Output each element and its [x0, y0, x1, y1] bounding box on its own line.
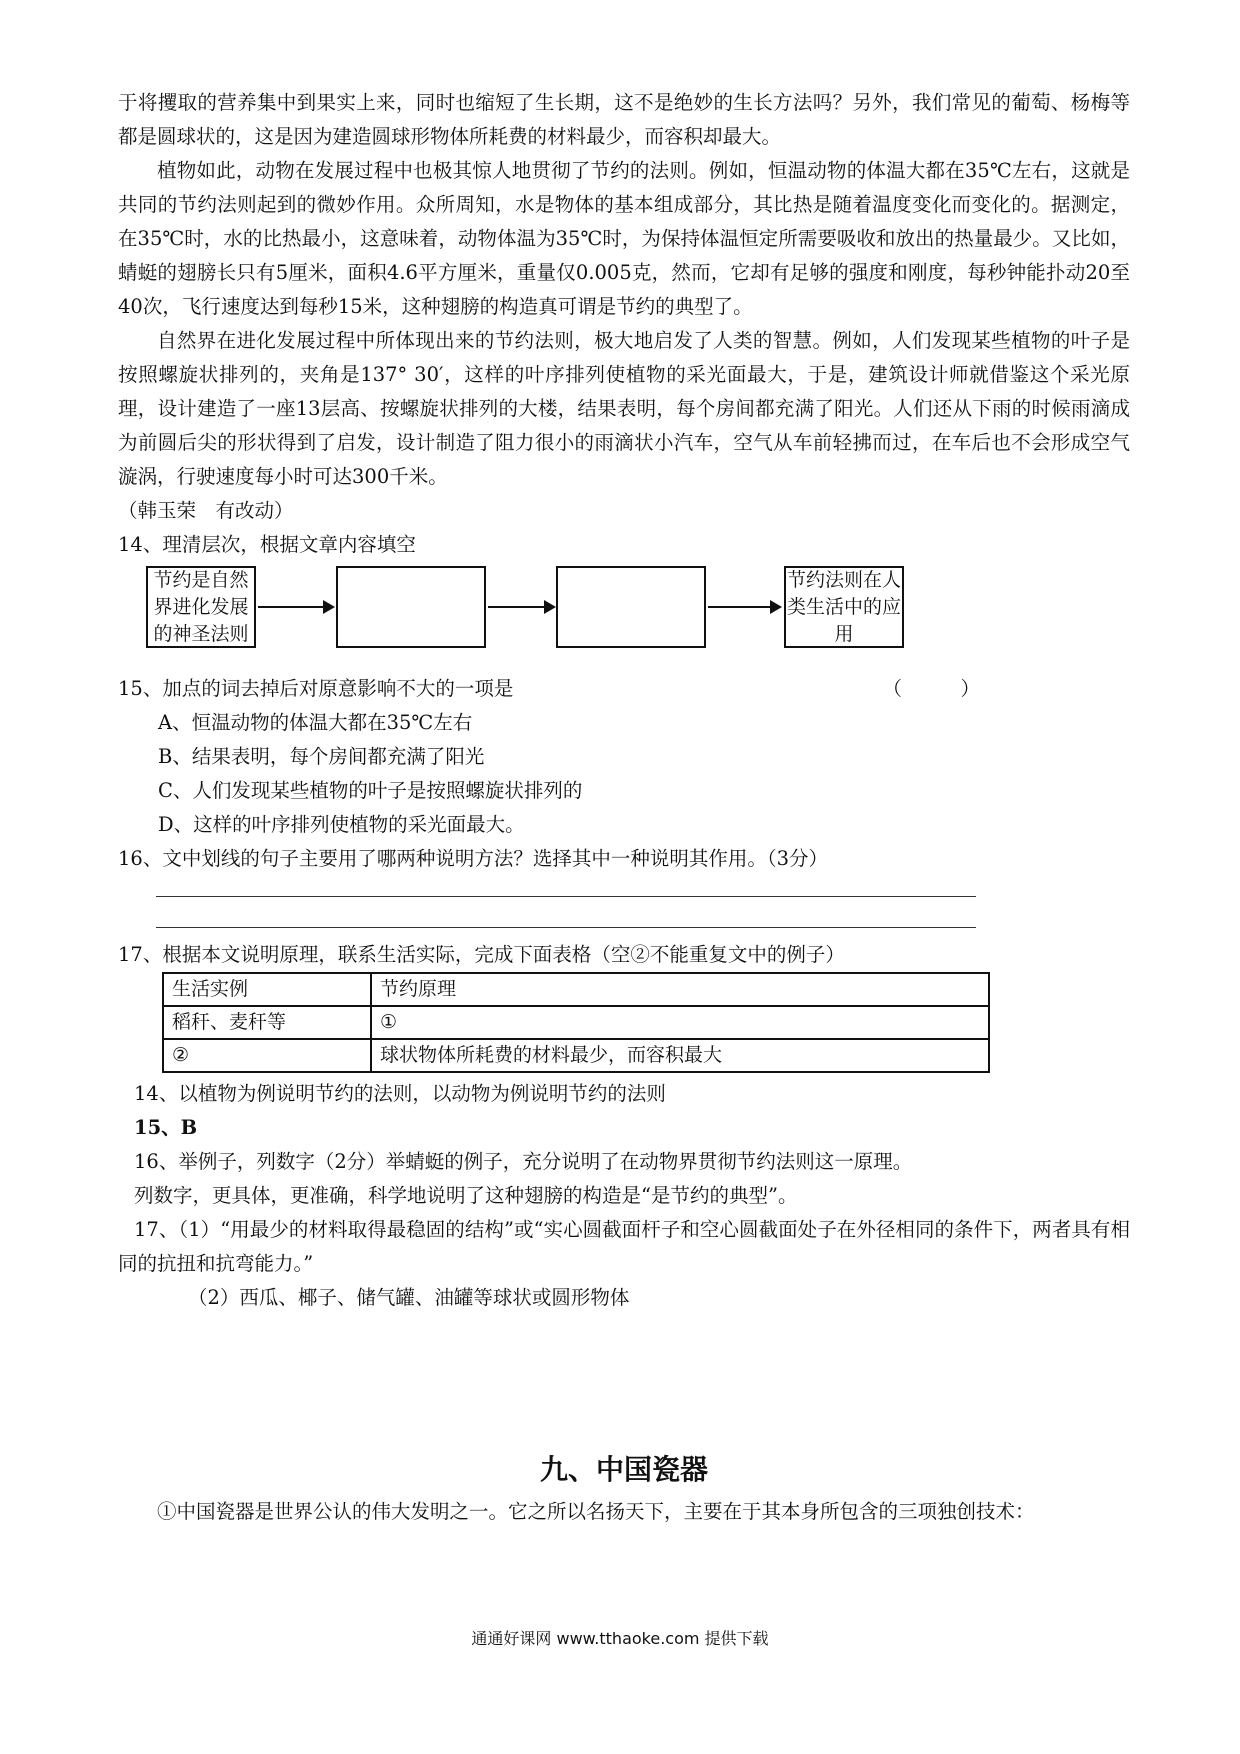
answer-16-continued: 列数字，更具体，更准确，科学地说明了这种翅膀的构造是“是节约的典型”。 [134, 1184, 798, 1207]
flow-box-1 [146, 566, 256, 648]
option-d: D、这样的叶序排列使植物的采光面最大。 [158, 813, 525, 836]
table-row [163, 1006, 989, 1039]
section-paragraph: ①中国瓷器是世界公认的伟大发明之一。它之所以名扬天下，主要在于其本身所包含的三项独创技术： [157, 1500, 1035, 1523]
paragraph-2: 植物如此，动物在发展过程中也极其惊人地贯彻了节约的法则。例如，恒温动物的体温大都在35℃左右，这就是共同的节约法则起到的微妙作用。众所周知，水是物体的基本组成部分，其比热是随着温度变化而变化的。据测定，在35℃时，水的比热最小，这意味着，动物体温为35℃时，为保持体温恒定所需要吸收和放出的热量最少。又比如，蜻蜓的翅膀长只有5厘米，面积4.6平方厘米，重量仅0.005克，然而，它却有足够的强度和刚度，每秒钟能扑动20至40次，飞行速度达到每秒15米，这种翅膀的构造真可谓是节约的典型了。 [118, 159, 1130, 318]
option-a: A、恒温动物的体温大都在35℃左右 [158, 711, 473, 734]
paragraph-3: 自然界在进化发展过程中所体现出来的节约法则，极大地启发了人类的智慧。例如，人们发现某些植物的叶子是按照螺旋状排列的，夹角是137° 30′，这样的叶序排列使植物的采光面最大，于是，建筑设计师就借鉴这个采光原理，设计建造了一座13层高、按螺旋状排列的大楼，结果表明，每个房间都充满了阳光。人们还从下雨的时候雨滴成为前圆后尖的形状得到了启发，设计制造了阻力很小的雨滴状小汽车，空气从车前轻拂而过，在车后也不会形成空气漩涡，行驶速度每小时可达300千米。 [118, 329, 1130, 488]
article-body [118, 86, 1130, 1529]
option-b: B、结果表明，每个房间都充满了阳光 [158, 745, 485, 768]
flow-box-3-blank[interactable] [556, 566, 706, 648]
source-note: （韩玉荣 有改动） [118, 499, 294, 522]
option-c: C、人们发现某些植物的叶子是按照螺旋状排列的 [158, 779, 583, 802]
answer-paren: （ ） [882, 677, 980, 700]
flow-box-4 [784, 566, 904, 648]
arrow-2 [488, 606, 554, 608]
table-cell: 球状物体所耗费的材料最少，而容积最大 [371, 1039, 989, 1072]
table-header: 节约原理 [371, 973, 989, 1006]
question-17: 17、根据本文说明原理，联系生活实际，完成下面表格（空②不能重复文中的例子） [118, 943, 845, 966]
answer-16: 16、举例子，列数字（2分）举蜻蜓的例子，充分说明了在动物界贯彻节约法则这一原理。 [134, 1150, 913, 1173]
arrow-1 [258, 606, 333, 608]
table-cell: 稻秆、麦秆等 [163, 1006, 371, 1039]
table-row [163, 1039, 989, 1072]
question-14: 14、理清层次，根据文章内容填空 [118, 533, 416, 556]
structure-flowchart [118, 566, 1130, 666]
flow-box-4-text: 节约法则在人类生活中的应用 [786, 568, 901, 645]
answer-14: 14、以植物为例说明节约的法则，以动物为例说明节约的法则 [134, 1082, 666, 1105]
footer: 通通好课网 www.tthaoke.com 提供下载 [471, 1629, 769, 1648]
answer-17-part2: （2）西瓜、椰子、储气罐、油罐等球状或圆形物体 [188, 1286, 630, 1309]
table-header-row [163, 973, 989, 1006]
question-16: 16、文中划线的句子主要用了哪两种说明方法？选择其中一种说明其作用。（3分） [118, 847, 828, 870]
question-15-text: 15、加点的词去掉后对原意影响不大的一项是 [118, 677, 514, 700]
section-title: 九、中国瓷器 [539, 1453, 708, 1486]
question-15 [118, 672, 1130, 706]
arrow-3 [708, 606, 780, 608]
answer-15: 15、B [134, 1116, 198, 1139]
flow-box-1-text: 节约是自然界进化发展的神圣法则 [153, 568, 249, 645]
table-cell: ① [371, 1006, 989, 1039]
table-header: 生活实例 [163, 973, 371, 1006]
answer-table [162, 972, 990, 1073]
answer-17-part1: 17、（1）“用最少的材料取得最稳固的结构”或“实心圆截面杆子和空心圆截面处子在外径相同的条件下，两者具有相同的抗扭和抗弯能力。” [118, 1218, 1130, 1275]
table-cell: ② [163, 1039, 371, 1072]
paragraph-1: 于将攫取的营养集中到果实上来，同时也缩短了生长期，这不是绝妙的生长方法吗？另外，我们常见的葡萄、杨梅等都是圆球状的，这是因为建造圆球形物体所耗费的材料最少，而容积却最大。 [118, 91, 1130, 148]
flow-box-2-blank[interactable] [336, 566, 486, 648]
